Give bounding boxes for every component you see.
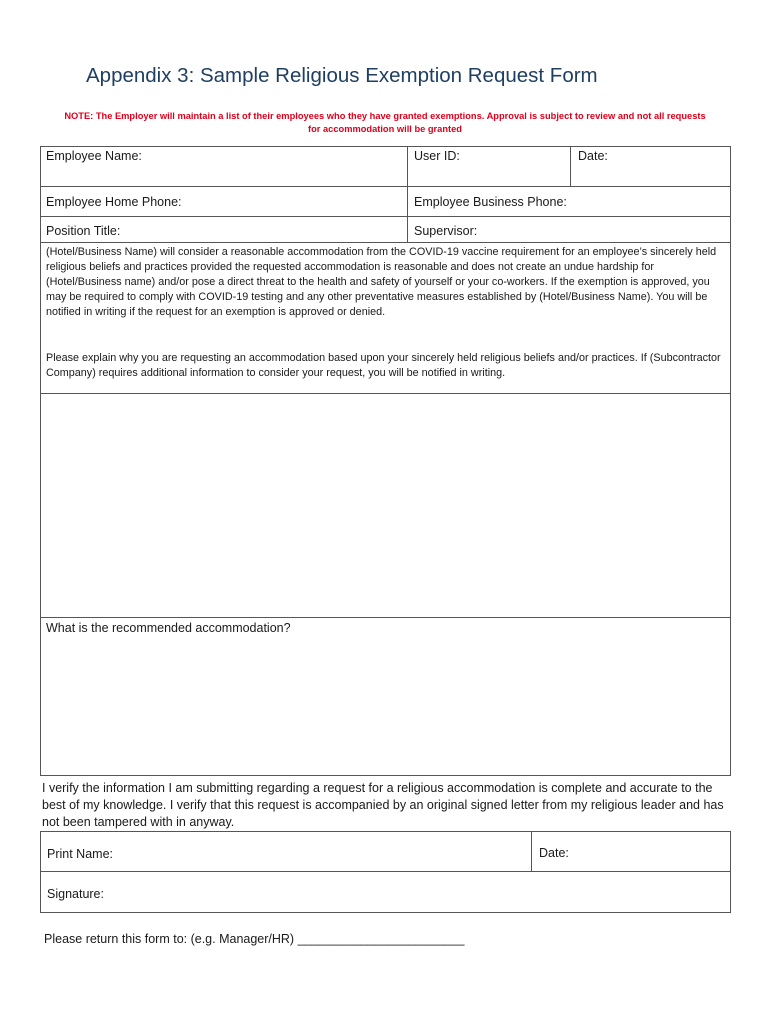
sig-border-bottom [40, 912, 731, 913]
recommended-accommodation-label: What is the recommended accommodation? [46, 621, 291, 635]
sig-date-label: Date: [539, 846, 569, 860]
employee-name-label: Employee Name: [46, 149, 142, 163]
sig-border-top [40, 831, 731, 832]
table-border-top [40, 146, 731, 147]
home-phone-label: Employee Home Phone: [46, 195, 182, 209]
employer-note: NOTE: The Employer will maintain a list of their employees who they have granted exemptions. Approval is subject to review and not all requests for accommodation will be granted [64, 111, 706, 134]
table-border-bottom [40, 775, 731, 776]
sig-date-field[interactable] [580, 833, 728, 869]
user-id-label: User ID: [414, 149, 460, 163]
row-divider-3 [40, 242, 731, 243]
sig-row-divider [40, 871, 731, 872]
form-title: Appendix 3: Sample Religious Exemption Request Form [86, 64, 598, 87]
col-divider-date [570, 146, 571, 186]
sig-border-left [40, 831, 41, 913]
accommodation-input-area[interactable] [41, 640, 730, 774]
accommodation-statement: (Hotel/Business Name) will consider a reasonable accommodation from the COVID-19 vaccine requirement for an employee’s sincerely held religious beliefs and practices provided the requested accommodation is reasonable and does not create an undue hardship for (Hotel/Business name) and/or pose a direct threat to the health and safety of yourself or your co-workers. If the exemption is approved, you may be required to comply with COVID-19 testing and any other preventative measures established by (Hotel/Business Name). You will be notified in writing if the request for an exemption is approved or denied. [46, 246, 717, 318]
table-border-right [730, 146, 731, 776]
business-phone-label: Employee Business Phone: [414, 195, 567, 209]
return-instructions: Please return this form to: (e.g. Manager/HR) ________________________ [44, 932, 465, 946]
print-name-label: Print Name: [47, 847, 113, 861]
explanation-instructions: Please explain why you are requesting an accommodation based upon your sincerely held religious beliefs and/or practices. If (Subcontractor Company) requires additional information to consider your request, you will be notified in writing. [46, 352, 721, 379]
col-divider-middle [407, 146, 408, 242]
sig-col-divider [531, 831, 532, 871]
verification-statement: I verify the information I am submitting regarding a request for a religious accommodation is complete and accurate to the best of my knowledge. I verify that this request is accompanied by an original signed letter from my religious leader and has not been tampered with in anyway. [42, 781, 724, 829]
signature-label: Signature: [47, 887, 104, 901]
row-divider-2 [40, 216, 731, 217]
position-title-label: Position Title: [46, 224, 121, 238]
row-divider-1 [40, 186, 731, 187]
date-label: Date: [578, 149, 608, 163]
signature-field[interactable] [120, 873, 728, 910]
explanation-input-area[interactable] [41, 394, 730, 616]
print-name-field[interactable] [130, 833, 528, 869]
sig-border-right [730, 831, 731, 913]
row-divider-5 [40, 617, 731, 618]
supervisor-label: Supervisor: [414, 224, 478, 238]
